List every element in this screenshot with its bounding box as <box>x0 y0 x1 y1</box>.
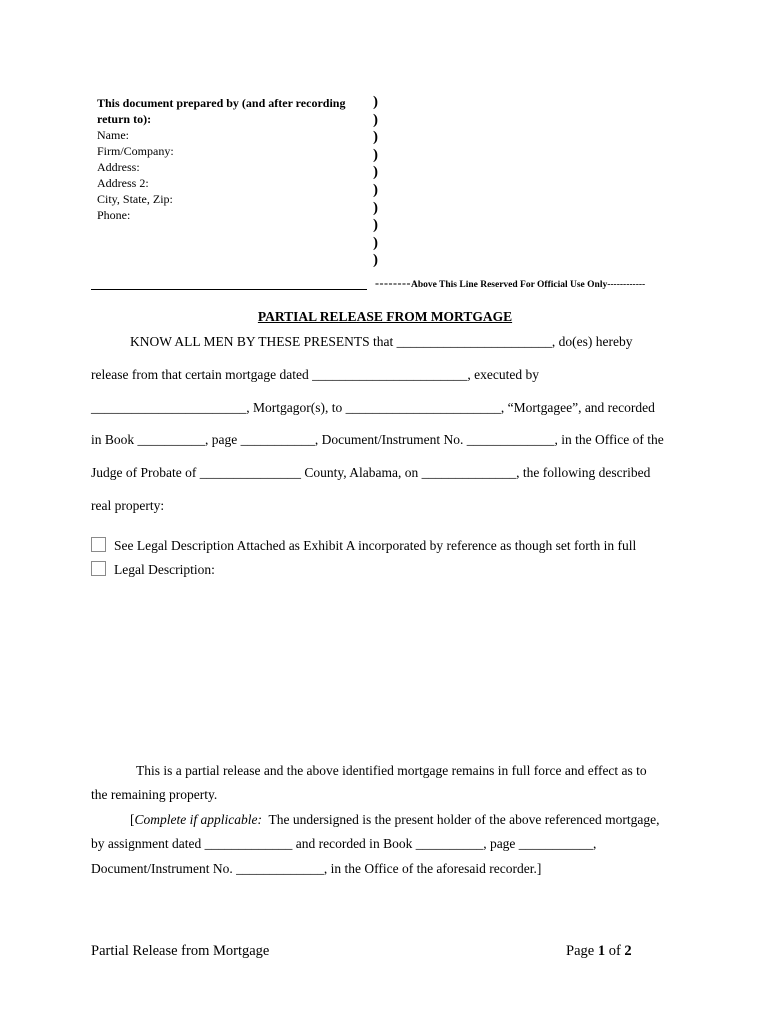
complete-if-applicable: Complete if applicable: <box>134 812 262 827</box>
paren: ) <box>373 129 378 146</box>
blank-mortgage-date: _______________________ <box>312 367 468 382</box>
body-line-5 <box>91 465 650 481</box>
assignment-line-1 <box>130 812 659 828</box>
blank-party: _______________________ <box>396 334 552 349</box>
exhibit-a-label: See Legal Description Attached as Exhibit A incorporated by reference as though set forth in full <box>114 538 637 553</box>
body-text: , “Mortgagee”, and recorded <box>500 400 655 415</box>
paren: ) <box>373 234 378 251</box>
legal-description-label: Legal Description: <box>114 562 215 577</box>
legal-description-checkbox[interactable] <box>91 561 106 576</box>
reserved-dashes-left: -------- <box>375 276 411 290</box>
body-text: in Book <box>91 432 138 447</box>
blank-mortgagee: _______________________ <box>345 400 501 415</box>
body-text: release from that certain mortgage dated <box>91 367 313 382</box>
closing-line-1: This is a partial release and the above identified mortgage remains in full force and effect as to <box>136 763 647 778</box>
paren: ) <box>373 146 378 163</box>
reserved-dashes-right: ------------ <box>607 280 646 290</box>
body-line-2 <box>91 367 539 383</box>
assignment-line-2: by assignment dated _____________ and recorded in Book __________, page ___________, <box>91 836 597 851</box>
field-address-2: Address 2: <box>97 176 149 190</box>
blank-date: ______________ <box>421 465 517 480</box>
paren: ) <box>373 252 378 269</box>
footer-title: Partial Release from Mortgage <box>91 943 270 959</box>
document-title: PARTIAL RELEASE FROM MORTGAGE <box>257 309 513 324</box>
of-label: of <box>605 943 625 959</box>
paren: ) <box>373 199 378 216</box>
field-address: Address: <box>97 160 140 174</box>
body-text: County, Alabama, on <box>300 465 422 480</box>
body-text: KNOW ALL MEN BY THESE PRESENTS that <box>130 334 397 349</box>
field-name: Name: <box>97 128 129 142</box>
page-number: 1 <box>597 943 606 959</box>
paren: ) <box>373 217 378 234</box>
field-city-state-zip: City, State, Zip: <box>97 192 173 206</box>
body-text: Judge of Probate of <box>91 465 200 480</box>
body-text: , the following described <box>516 465 651 480</box>
body-text: , executed by <box>467 367 539 382</box>
field-firm: Firm/Company: <box>97 144 174 158</box>
body-text: , Mortgagor(s), to <box>246 400 346 415</box>
paren: ) <box>373 181 378 198</box>
body-text: , Document/Instrument No. <box>314 432 467 447</box>
blank-page: ___________ <box>240 432 315 447</box>
body-line-6: real property: <box>91 498 165 513</box>
blank-instrument-no: _____________ <box>466 432 555 447</box>
blank-mortgagor: _______________________ <box>91 400 247 415</box>
assignment-line-3: Document/Instrument No. _____________, in the Office of the aforesaid recorder.] <box>91 861 542 876</box>
closing-line-2: the remaining property. <box>91 787 218 802</box>
blank-county: _______________ <box>199 465 301 480</box>
paren: ) <box>373 111 378 128</box>
paren-column <box>373 94 378 270</box>
prepared-by-heading: This document prepared by (and after recording return to): <box>97 96 346 126</box>
preparer-block <box>97 95 367 223</box>
blank-book: __________ <box>137 432 206 447</box>
body-line-3 <box>91 400 655 416</box>
reserved-text: Above This Line Reserved For Official Use Only <box>410 280 608 290</box>
page-indicator <box>566 943 632 960</box>
body-text: The undersigned is the present holder of the above referenced mortgage, <box>261 812 660 827</box>
body-text: , page <box>205 432 241 447</box>
signature-rule <box>91 289 367 290</box>
reserved-line-note <box>375 276 645 291</box>
body-line-4 <box>91 432 664 448</box>
page-label: Page <box>566 943 598 959</box>
paren: ) <box>373 94 378 110</box>
page-total: 2 <box>624 943 632 959</box>
paren: ) <box>373 164 378 181</box>
exhibit-a-checkbox[interactable] <box>91 537 106 552</box>
body-line-1 <box>130 334 632 350</box>
body-text: , do(es) hereby <box>551 334 633 349</box>
bracket: [ <box>130 812 135 827</box>
body-text: , in the Office of the <box>554 432 664 447</box>
field-phone: Phone: <box>97 208 131 222</box>
